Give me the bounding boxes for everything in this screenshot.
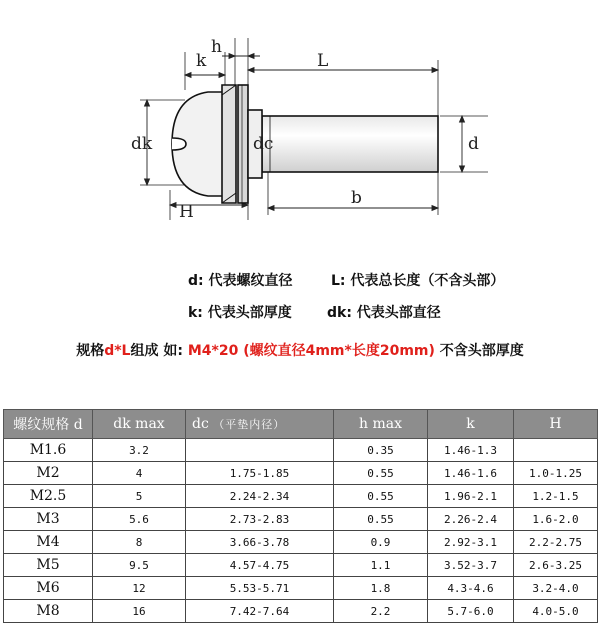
legend-L: L: 代表总长度（不含头部） xyxy=(331,273,505,289)
cell-h-max: 0.55 xyxy=(334,485,428,508)
cell-thread-size: M5 xyxy=(4,554,93,577)
cell-k: 2.92-3.1 xyxy=(428,531,514,554)
cell-dk-max: 9.5 xyxy=(93,554,186,577)
table-row xyxy=(4,577,598,600)
cell-dc: 3.66-3.78 xyxy=(186,531,334,554)
cell-H: 1.6-2.0 xyxy=(514,508,598,531)
cell-H: 1.0-1.25 xyxy=(514,462,598,485)
example-suffix: 不含头部厚度 xyxy=(434,343,524,359)
label-H: H xyxy=(179,202,194,222)
cell-dc xyxy=(186,439,334,462)
cell-H: 1.2-1.5 xyxy=(514,485,598,508)
table-row xyxy=(4,554,598,577)
header-dc xyxy=(186,410,334,439)
example-value: M4*20 (螺纹直径4mm*长度20mm) xyxy=(187,343,435,359)
label-dk: dk xyxy=(131,134,153,154)
cell-thread-size: M8 xyxy=(4,600,93,623)
cell-dk-max: 5 xyxy=(93,485,186,508)
cell-dc: 4.57-4.75 xyxy=(186,554,334,577)
table-row xyxy=(4,485,598,508)
label-h: h xyxy=(211,37,222,57)
cell-dc: 2.73-2.83 xyxy=(186,508,334,531)
cell-h-max: 2.2 xyxy=(334,600,428,623)
cell-thread-size: M4 xyxy=(4,531,93,554)
cell-h-max: 0.55 xyxy=(334,508,428,531)
cell-H: 3.2-4.0 xyxy=(514,577,598,600)
header-dk-max: dk max xyxy=(93,410,186,439)
table-row xyxy=(4,531,598,554)
header-k: k xyxy=(428,410,514,439)
cell-h-max: 1.1 xyxy=(334,554,428,577)
header-dc-note: （平垫内径） xyxy=(213,418,286,431)
table-row xyxy=(4,600,598,623)
label-dc: dc xyxy=(253,134,274,154)
cell-thread-size: M6 xyxy=(4,577,93,600)
header-dc-label: dc xyxy=(192,416,209,432)
cell-dc: 1.75-1.85 xyxy=(186,462,334,485)
cell-k: 5.7-6.0 xyxy=(428,600,514,623)
label-d: d xyxy=(468,134,479,154)
header-thread-size: 螺纹规格 d xyxy=(4,410,93,439)
cell-h-max: 0.35 xyxy=(334,439,428,462)
example-prefix: 规格 xyxy=(76,343,105,359)
cell-k: 1.46-1.6 xyxy=(428,462,514,485)
cell-dk-max: 8 xyxy=(93,531,186,554)
spec-table xyxy=(3,409,598,623)
spec-example xyxy=(0,340,600,360)
legend-dk: dk: 代表头部直径 xyxy=(327,305,441,321)
cell-dc: 5.53-5.71 xyxy=(186,577,334,600)
label-k: k xyxy=(196,51,207,71)
cell-h-max: 0.9 xyxy=(334,531,428,554)
label-b: b xyxy=(351,188,362,208)
cell-thread-size: M2 xyxy=(4,462,93,485)
cell-k: 3.52-3.7 xyxy=(428,554,514,577)
example-mid: 组成 如: xyxy=(130,343,188,359)
cell-H: 2.2-2.75 xyxy=(514,531,598,554)
label-L: L xyxy=(317,51,329,71)
cell-k: 4.3-4.6 xyxy=(428,577,514,600)
cell-thread-size: M2.5 xyxy=(4,485,93,508)
cell-k: 1.46-1.3 xyxy=(428,439,514,462)
table-row xyxy=(4,462,598,485)
cell-H xyxy=(514,439,598,462)
cell-H: 4.0-5.0 xyxy=(514,600,598,623)
table-row xyxy=(4,508,598,531)
cell-dc: 2.24-2.34 xyxy=(186,485,334,508)
cell-H: 2.6-3.25 xyxy=(514,554,598,577)
table-header-row xyxy=(4,410,598,439)
example-formula: d*L xyxy=(104,343,131,359)
cell-k: 1.96-2.1 xyxy=(428,485,514,508)
screw-diagram xyxy=(0,0,600,250)
cell-dc: 7.42-7.64 xyxy=(186,600,334,623)
legend-d: d: 代表螺纹直径 xyxy=(188,273,293,289)
cell-dk-max: 5.6 xyxy=(93,508,186,531)
cell-dk-max: 12 xyxy=(93,577,186,600)
header-h-max: h max xyxy=(334,410,428,439)
header-H: H xyxy=(514,410,598,439)
legend-k: k: 代表头部厚度 xyxy=(188,305,292,321)
table-row xyxy=(4,439,598,462)
cell-dk-max: 3.2 xyxy=(93,439,186,462)
cell-dk-max: 16 xyxy=(93,600,186,623)
cell-thread-size: M1.6 xyxy=(4,439,93,462)
cell-thread-size: M3 xyxy=(4,508,93,531)
cell-dk-max: 4 xyxy=(93,462,186,485)
cell-h-max: 1.8 xyxy=(334,577,428,600)
cell-k: 2.26-2.4 xyxy=(428,508,514,531)
table-body xyxy=(4,439,598,623)
cell-h-max: 0.55 xyxy=(334,462,428,485)
